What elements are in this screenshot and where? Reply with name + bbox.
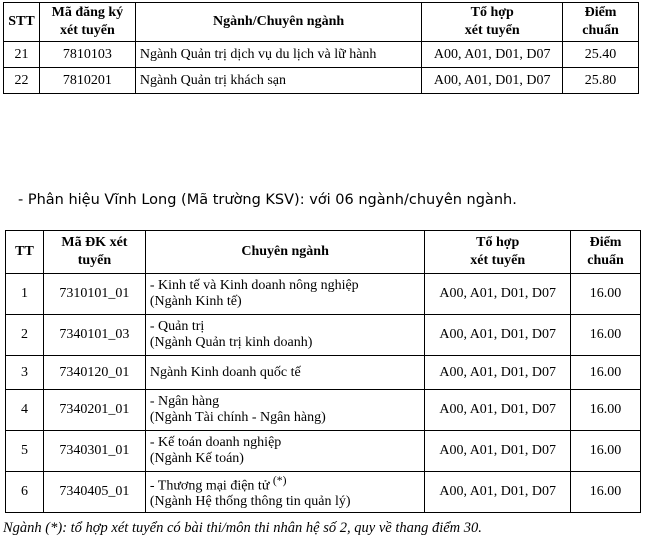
cell-chuyen-nganh	[145, 390, 424, 431]
col-nganh: Ngành/Chuyên ngành	[135, 3, 422, 42]
cell-diem: 16.00	[571, 315, 641, 356]
table1-header-row	[4, 3, 639, 42]
admission-table-vinh-long	[5, 230, 641, 513]
cell-ma: 7340301_01	[43, 431, 145, 472]
cell-chuyen-nganh	[145, 431, 424, 472]
cell-ma: 7340405_01	[43, 472, 145, 513]
col-tt: TT	[6, 231, 44, 274]
cell-diem: 16.00	[571, 356, 641, 390]
cell-tohop: A00, A01, D01, D07	[425, 315, 571, 356]
col-diem-line1: Điểm	[589, 235, 622, 250]
table-row	[6, 472, 641, 513]
col-tohop-line2: xét tuyển	[470, 253, 526, 268]
col-diem-line2: chuẩn	[587, 253, 624, 268]
cell-tt: 2	[6, 315, 44, 356]
cell-tohop: A00, A01, D01, D07	[425, 472, 571, 513]
col-diem-chuan	[571, 231, 641, 274]
col-chuyen-nganh: Chuyên ngành	[145, 231, 424, 274]
table-row	[6, 356, 641, 390]
table-row	[6, 274, 641, 315]
cell-ma: 7810103	[39, 42, 135, 68]
col-ma-dang-ky	[39, 3, 135, 42]
cell-stt: 21	[4, 42, 40, 68]
table-row	[6, 315, 641, 356]
col-tohop-line2: xét tuyển	[464, 23, 520, 38]
cell-line1: - Ngân hàng	[149, 394, 220, 409]
col-tohop-line1: Tổ hợp	[476, 235, 520, 250]
cell-tt: 5	[6, 431, 44, 472]
cell-line1	[150, 474, 424, 495]
cell-nganh: Ngành Quản trị khách sạn	[135, 68, 422, 94]
col-diem-line2: chuẩn	[582, 23, 619, 38]
cell-tohop: A00, A01, D01, D07	[422, 68, 563, 94]
cell-chuyen-nganh	[145, 315, 424, 356]
cell-ma: 7340120_01	[43, 356, 145, 390]
cell-line1: - Quản trị	[149, 319, 205, 334]
col-to-hop	[425, 231, 571, 274]
cell-ma: 7810201	[39, 68, 135, 94]
cell-tt: 4	[6, 390, 44, 431]
col-diem-chuan	[563, 3, 639, 42]
table-row	[4, 68, 639, 94]
col-stt: STT	[4, 3, 40, 42]
cell-ma: 7340101_03	[43, 315, 145, 356]
col-ma-line1: Mã ĐK xét	[61, 235, 128, 250]
campus-note: - Phân hiệu Vĩnh Long (Mã trường KSV): với 06 ngành/chuyên ngành.	[18, 192, 517, 208]
cell-diem: 16.00	[571, 390, 641, 431]
col-ma-line2: tuyển	[77, 253, 112, 268]
cell-line1: - Kinh tế và Kinh doanh nông nghiệp	[149, 278, 359, 293]
table-row	[6, 390, 641, 431]
table-row	[6, 431, 641, 472]
cell-diem: 16.00	[571, 274, 641, 315]
col-to-hop	[422, 3, 563, 42]
cell-line2: (Ngành Hệ thống thông tin quản lý)	[149, 494, 351, 510]
admission-table-main	[3, 2, 639, 94]
cell-ma: 7340201_01	[43, 390, 145, 431]
cell-tt: 6	[6, 472, 44, 513]
cell-chuyen-nganh: Ngành Kinh doanh quốc tế	[145, 356, 424, 390]
col-tohop-line1: Tổ hợp	[470, 5, 514, 20]
cell-line2: (Ngành Kế toán)	[149, 451, 244, 466]
cell-tohop: A00, A01, D01, D07	[425, 431, 571, 472]
cell-line1: - Kế toán doanh nghiệp	[149, 435, 282, 450]
cell-tt: 3	[6, 356, 44, 390]
col-diem-line1: Điểm	[584, 5, 617, 20]
cell-diem: 25.80	[563, 68, 639, 94]
cell-line2: (Ngành Kinh tế)	[149, 294, 242, 309]
table2-header-row	[6, 231, 641, 274]
cell-diem: 25.40	[563, 42, 639, 68]
col-ma-line2: xét tuyển	[59, 23, 115, 38]
cell-line2: (Ngành Quản trị kinh doanh)	[149, 335, 313, 350]
cell-line1-text: - Thương mại điện tử	[149, 478, 270, 494]
footnote: Ngành (*): tổ hợp xét tuyển có bài thi/môn thi nhân hệ số 2, quy về thang điểm 30.	[3, 520, 482, 536]
asterisk-marker: (*)	[272, 473, 287, 487]
cell-tohop: A00, A01, D01, D07	[422, 42, 563, 68]
cell-diem: 16.00	[571, 431, 641, 472]
cell-chuyen-nganh	[145, 274, 424, 315]
cell-tohop: A00, A01, D01, D07	[425, 390, 571, 431]
cell-stt: 22	[4, 68, 40, 94]
cell-ma: 7310101_01	[43, 274, 145, 315]
cell-tohop: A00, A01, D01, D07	[425, 356, 571, 390]
cell-diem: 16.00	[571, 472, 641, 513]
table-row	[4, 42, 639, 68]
cell-nganh: Ngành Quản trị dịch vụ du lịch và lữ hành	[135, 42, 422, 68]
cell-line2: (Ngành Tài chính - Ngân hàng)	[149, 410, 326, 425]
cell-tt: 1	[6, 274, 44, 315]
cell-chuyen-nganh	[145, 472, 424, 513]
cell-tohop: A00, A01, D01, D07	[425, 274, 571, 315]
col-ma-dk	[43, 231, 145, 274]
col-ma-line1: Mã đăng ký	[51, 5, 124, 20]
